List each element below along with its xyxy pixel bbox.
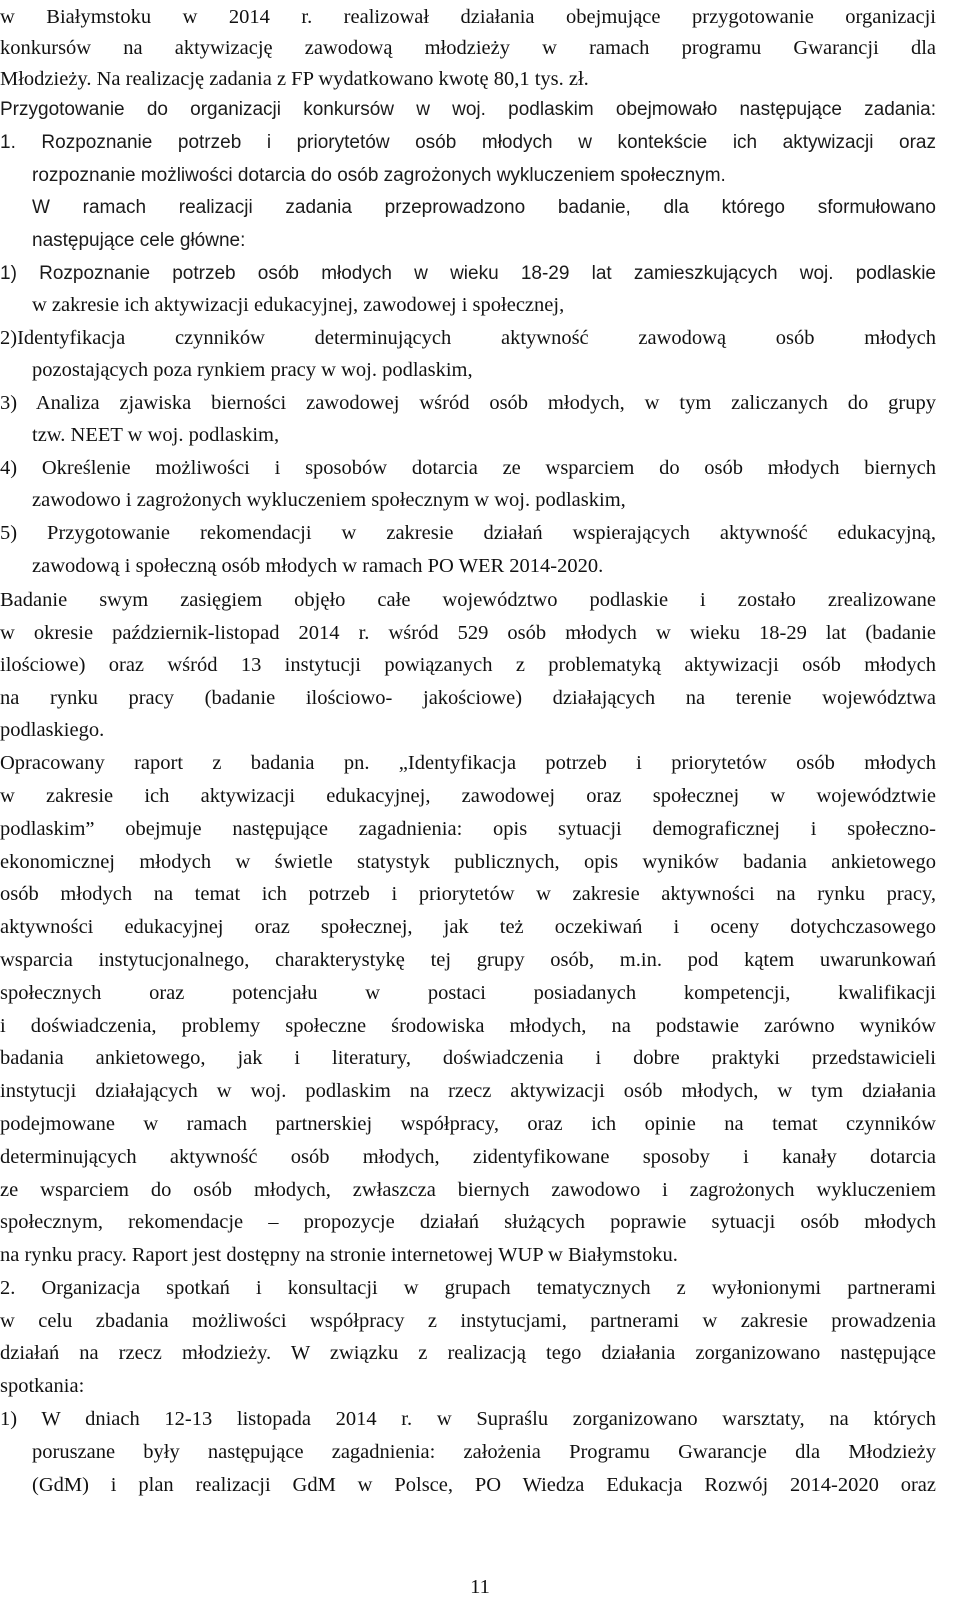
text-line: 1) Rozpoznanie potrzeb osób młodych w wieku 18-29 lat zamieszkujących woj. podlaskie (0, 263, 936, 284)
text-line: podlaskiego. (0, 719, 105, 741)
text-line: pozostających poza rynkiem pracy w woj. podlaskim, (32, 359, 473, 381)
text-line: 1. Rozpoznanie potrzeb i priorytetów osób młodych w kontekście ich aktywizacji oraz (0, 132, 936, 153)
text-line: (GdM) i plan realizacji GdM w Polsce, PO Wiedza Edukacja Rozwój 2014-2020 oraz (32, 1474, 936, 1496)
text-line: działań na rzecz młodzieży. W związku z realizacją tego działania zorganizowano następujące (0, 1342, 936, 1364)
text-line: Młodzieży. Na realizację zadania z FP wydatkowano kwotę 80,1 tys. zł. (0, 68, 589, 90)
text-line: determinujących aktywność osób młodych, zidentyfikowane sposoby i kanały dotarcia (0, 1146, 936, 1168)
text-line: zawodowo i zagrożonych wykluczeniem społecznym w woj. podlaskim, (32, 489, 626, 511)
text-line: instytucji działających w woj. podlaskim na rzecz aktywizacji osób młodych, w tym działania (0, 1080, 936, 1102)
page-number: 11 (470, 1576, 490, 1598)
text-line: badania ankietowego, jak i literatury, doświadczenia i dobre praktyki przedstawicieli (0, 1047, 936, 1069)
text-line: ekonomicznej młodych w świetle statystyk publicznych, opis wyników badania ankietowego (0, 851, 936, 873)
text-line: w celu zbadania możliwości współpracy z instytucjami, partnerami w zakresie prowadzenia (0, 1310, 936, 1332)
text-line: tzw. NEET w woj. podlaskim, (32, 424, 280, 446)
text-line: W ramach realizacji zadania przeprowadzono badanie, dla którego sformułowano (32, 197, 936, 218)
text-line: i doświadczenia, problemy społeczne środowiska młodych, na podstawie zarówno wyników (0, 1015, 936, 1037)
text-line: ilościowe) oraz wśród 13 instytucji powiązanych z problematyką aktywizacji osób młodych (0, 654, 936, 676)
text-line: 4) Określenie możliwości i sposobów dotarcia ze wsparciem do osób młodych biernych (0, 457, 936, 479)
text-line: Przygotowanie do organizacji konkursów w woj. podlaskim obejmowało następujące zadania: (0, 99, 936, 120)
text-line: 2. Organizacja spotkań i konsultacji w grupach tematycznych z wyłonionymi partnerami (0, 1277, 936, 1299)
text-line: Badanie swym zasięgiem objęło całe województwo podlaskie i zostało zrealizowane (0, 589, 936, 611)
text-line: ze wsparciem do osób młodych, zwłaszcza biernych zawodowo i zagrożonych wykluczeniem (0, 1179, 936, 1201)
text-line: 1) W dniach 12-13 listopada 2014 r. w Supraślu zorganizowano warsztaty, na których (0, 1408, 936, 1430)
text-line: na rynku pracy (badanie ilościowo- jakościowe) działających na terenie województwa (0, 687, 936, 709)
text-line: społecznym, rekomendacje – propozycje działań służących poprawie sytuacji osób młodych (0, 1211, 936, 1233)
text-line: 3) Analiza zjawiska bierności zawodowej wśród osób młodych, w tym zaliczanych do grupy (0, 392, 936, 414)
text-line: Opracowany raport z badania pn. „Identyfikacja potrzeb i priorytetów osób młodych (0, 752, 936, 774)
text-line: konkursów na aktywizację zawodową młodzieży w ramach programu Gwarancji dla (0, 37, 936, 59)
text-line: osób młodych na temat ich potrzeb i priorytetów w zakresie aktywności na rynku pracy, (0, 883, 936, 905)
text-line: na rynku pracy. Raport jest dostępny na stronie internetowej WUP w Białymstoku. (0, 1244, 678, 1266)
text-line: 5) Przygotowanie rekomendacji w zakresie działań wspierających aktywność edukacyjną, (0, 522, 936, 544)
text-line: poruszane były następujące zagadnienia: założenia Programu Gwarancje dla Młodzieży (32, 1441, 936, 1463)
text-line: 2)Identyfikacja czynników determinujących aktywność zawodową osób młodych (0, 327, 936, 349)
text-line: wsparcia instytucjonalnego, charakterystykę tej grupy osób, m.in. pod kątem uwarunkowań (0, 949, 936, 971)
text-line: następujące cele główne: (32, 230, 246, 251)
text-line: aktywności edukacyjnej oraz społecznej, jak też oczekiwań i oceny dotychczasowego (0, 916, 936, 938)
text-line: spotkania: (0, 1375, 85, 1397)
text-line: podejmowane w ramach partnerskiej współpracy, oraz ich opinie na temat czynników (0, 1113, 936, 1135)
text-line: społecznych oraz potencjału w postaci posiadanych kompetencji, kwalifikacji (0, 982, 936, 1004)
text-line: zawodową i społeczną osób młodych w ramach PO WER 2014-2020. (32, 555, 604, 577)
text-line: w zakresie ich aktywizacji edukacyjnej, zawodowej i społecznej, (32, 294, 565, 316)
text-line: w Białymstoku w 2014 r. realizował działania obejmujące przygotowanie organizacji (0, 6, 936, 28)
text-line: w okresie październik-listopad 2014 r. wśród 529 osób młodych w wieku 18-29 lat (badanie (0, 622, 936, 644)
text-line: podlaskim” obejmuje następujące zagadnienia: opis sytuacji demograficznej i społeczno- (0, 818, 936, 840)
text-line: w zakresie ich aktywizacji edukacyjnej, zawodowej oraz społecznej w województwie (0, 785, 936, 807)
text-line: rozpoznanie możliwości dotarcia do osób zagrożonych wykluczeniem społecznym. (32, 165, 726, 186)
